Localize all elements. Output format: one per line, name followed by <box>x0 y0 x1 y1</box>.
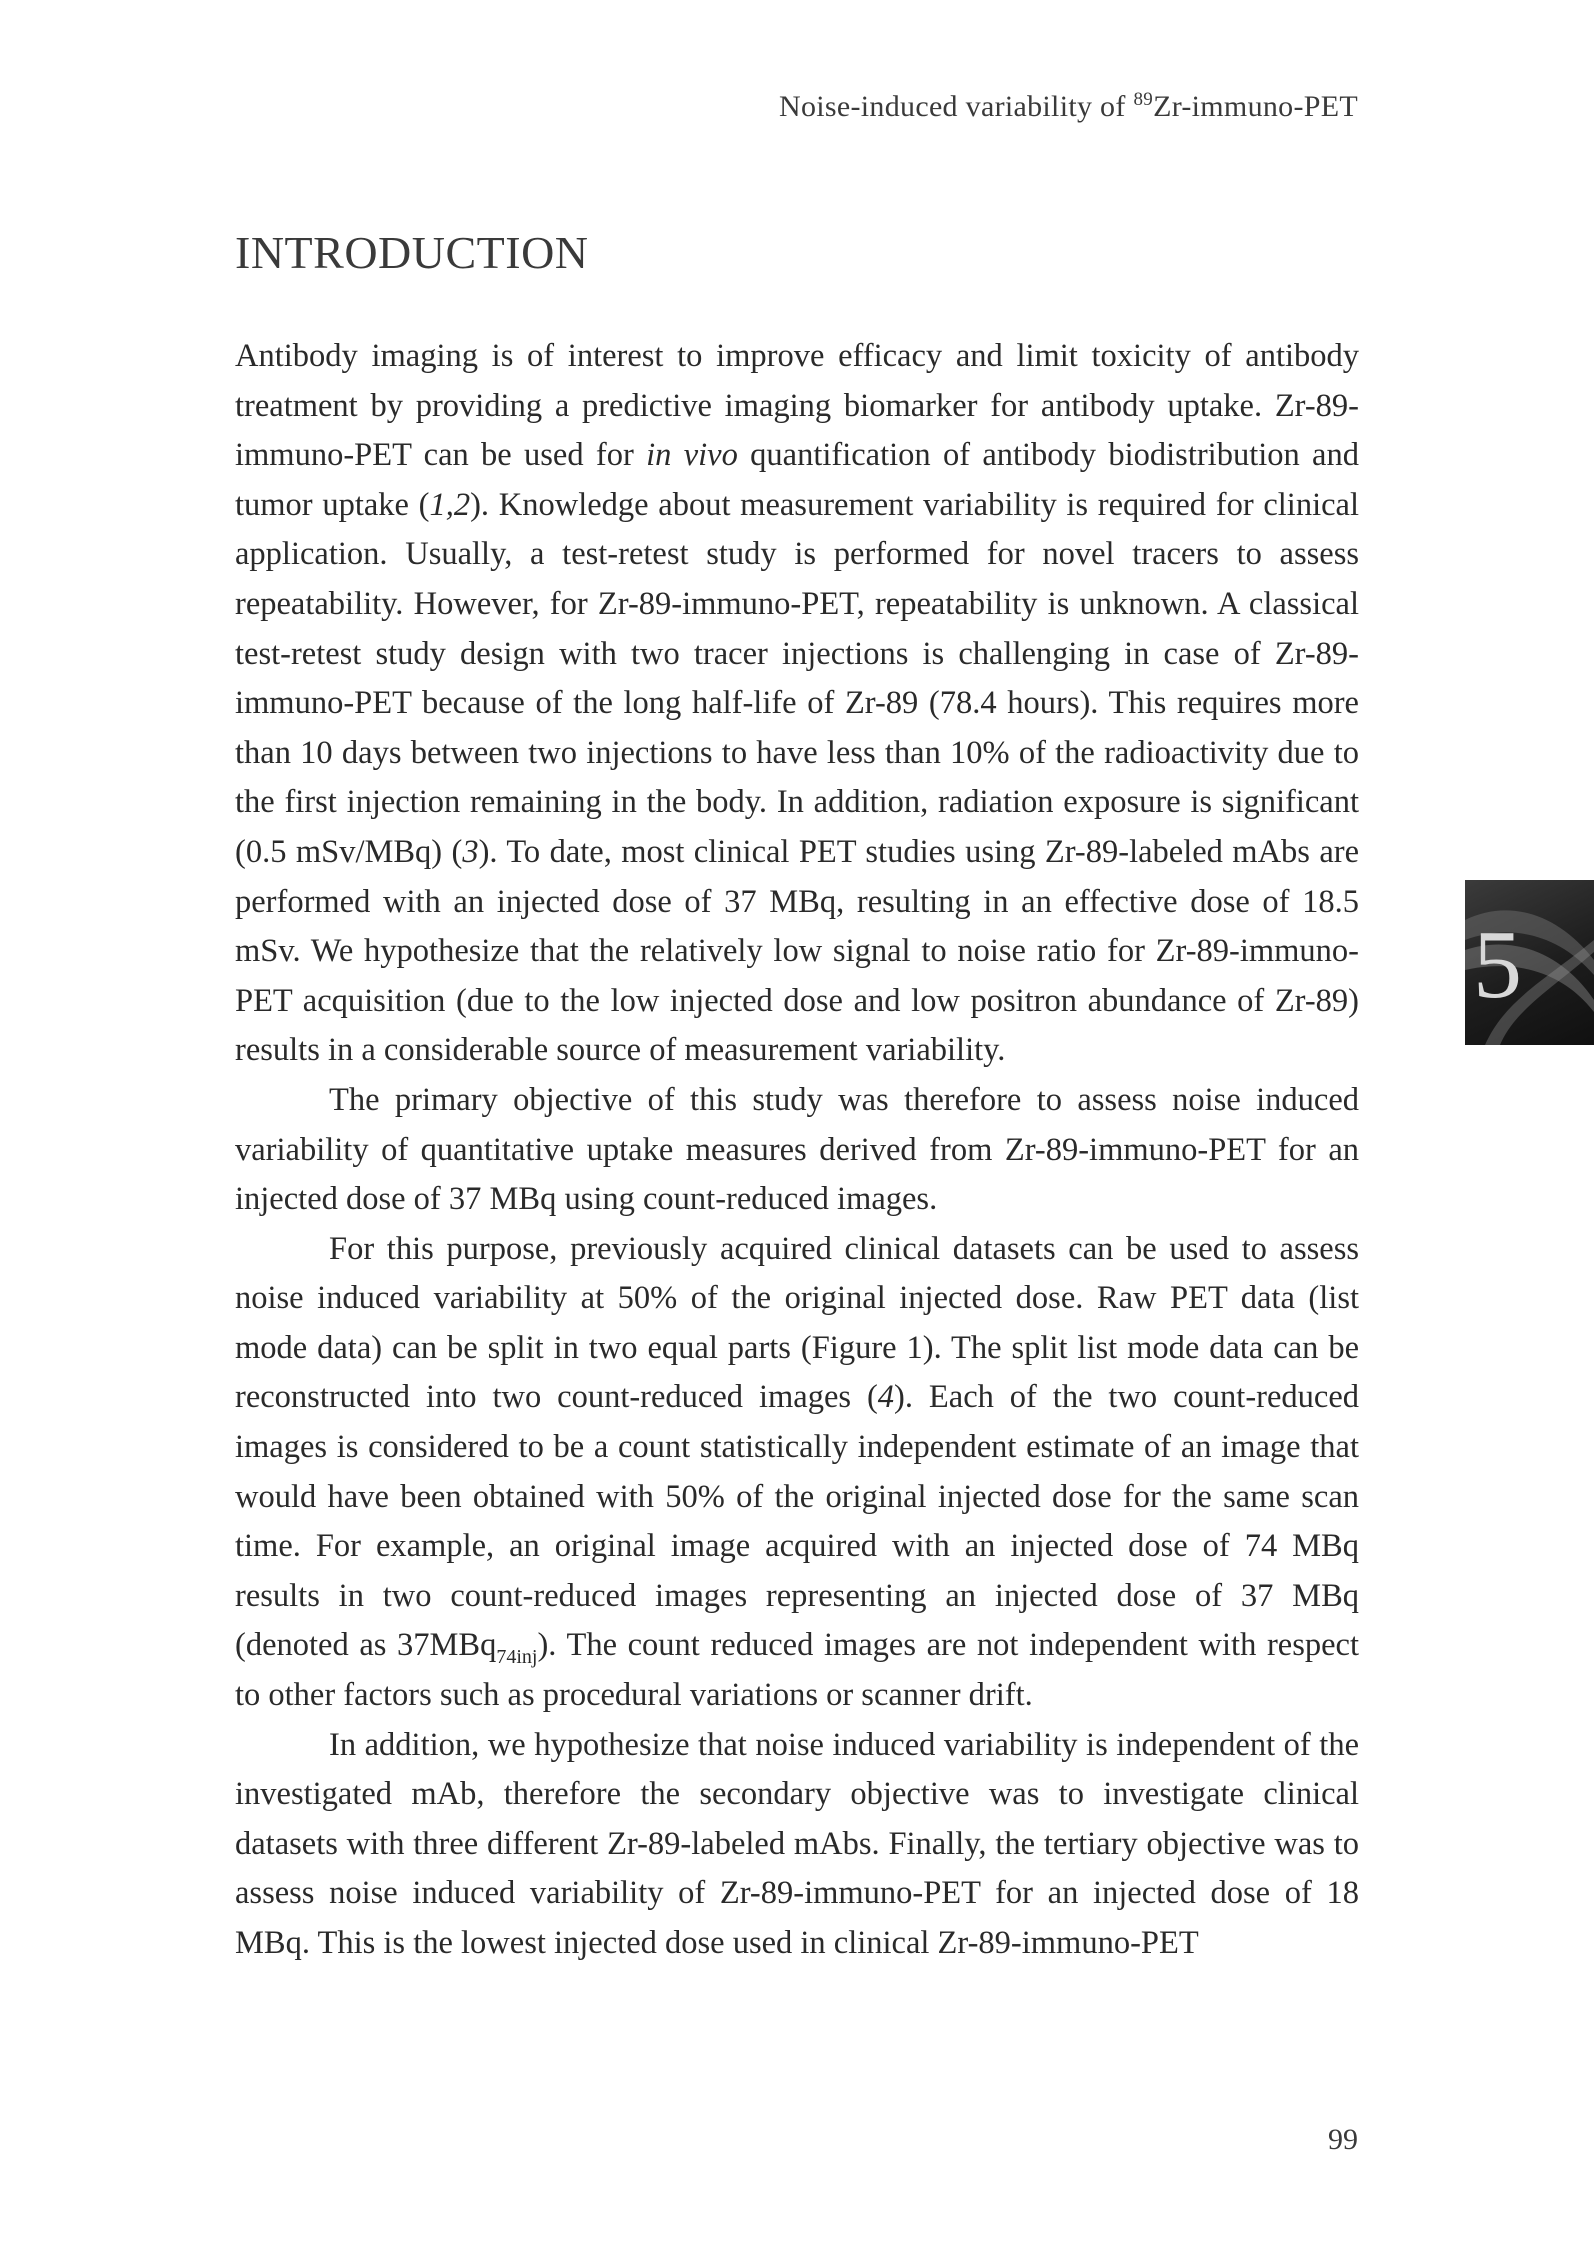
paragraph-1-text-d: ). To date, most clinical PET studies using Zr-89-labeled mAbs are performed with an injected dose of 37 MBq, resulting in an effective dose of 18.5 mSv. We hypothesize that the relatively low signal to noise ratio for Zr-89-immuno-PET acquisition (due to the low injected dose and low positron abundance of Zr-89) results in a considerable source of measurement variability. <box>235 833 1359 1069</box>
body-text <box>235 332 1359 1969</box>
section-title: INTRODUCTION <box>235 227 589 278</box>
citation-ref: 3 <box>462 833 479 870</box>
chapter-number: 5 <box>1473 911 1522 1019</box>
paragraph-3-text-c: ). The count reduced images are not independent with respect to other factors such as procedural variations or scanner drift. <box>235 1627 1359 1714</box>
paragraph-3 <box>235 1225 1359 1721</box>
running-header <box>779 90 1358 124</box>
chapter-tab <box>1465 880 1594 1045</box>
paragraph-4: In addition, we hypothesize that noise induced variability is independent of the investigated mAb, therefore the secondary objective was to investigate clinical datasets with three different Zr-89-labeled mAbs. Finally, the tertiary objective was to assess noise induced variability of Zr-89-immuno-PET for an injected dose of 18 MBq. This is the lowest injected dose used in clinical Zr-89-immuno-PET <box>235 1726 1359 1961</box>
paragraph-1-text-c: ). Knowledge about measurement variability is required for clinical application. Usually, a test-retest study is performed for novel tracers to assess repeatability. However, for Zr-89-immuno-PET, repeatability is unknown. A classical test-retest study design with two tracer injections is challenging in case of Zr-89-immuno-PET because of the long half-life of Zr-89 (78.4 hours). This requires more than 10 days between two injections to have less than 10% of the radioactivity due to the first injection remaining in the body. In addition, radiation exposure is significant (0.5 mSv/MBq) ( <box>235 486 1359 870</box>
paragraph-2: The primary objective of this study was therefore to assess noise induced variability of quantitative uptake measures derived from Zr-89-immuno-PET for an injected dose of 37 MBq using count-reduced images. <box>235 1081 1359 1218</box>
running-header-suffix: Zr-immuno-PET <box>1153 90 1358 123</box>
paragraph-1-text-a: Antibody imaging is of interest to improve efficacy and limit toxicity of antibody treatment by providing a predictive imaging biomarker for antibody uptake. Zr-89-immuno-PET can be used for <box>235 338 1359 474</box>
page-number: 99 <box>1328 2123 1358 2156</box>
paragraph-1 <box>235 332 1359 1076</box>
italic-term: in vivo <box>646 437 738 474</box>
paragraph-3-text-b: ). Each of the two count-reduced images is considered to be a count statistically independent estimate of an image that would have been obtained with 50% of the original injected dose for the same scan time. For example, an original image acquired with an injected dose of 74 MBq results in two count-reduced images representing an injected dose of 37 MBq (denoted as 37MBq <box>235 1379 1359 1664</box>
citation-ref: 4 <box>877 1379 895 1416</box>
paragraph-3-text-a: For this purpose, previously acquired clinical datasets can be used to assess noise induced variability at 50% of the original injected dose. Raw PET data (list mode data) can be split in two equal parts (Figure 1). The split list mode data can be reconstructed into two count-reduced images ( <box>235 1230 1359 1416</box>
citation-ref: 1,2 <box>429 486 471 523</box>
running-header-prefix: Noise-induced variability of <box>779 90 1134 123</box>
paragraph-1-text-b: quantification of antibody biodistribution and tumor uptake ( <box>235 437 1359 523</box>
dose-subscript: 74inj <box>496 1646 538 1669</box>
isotope-superscript: 89 <box>1133 89 1154 110</box>
